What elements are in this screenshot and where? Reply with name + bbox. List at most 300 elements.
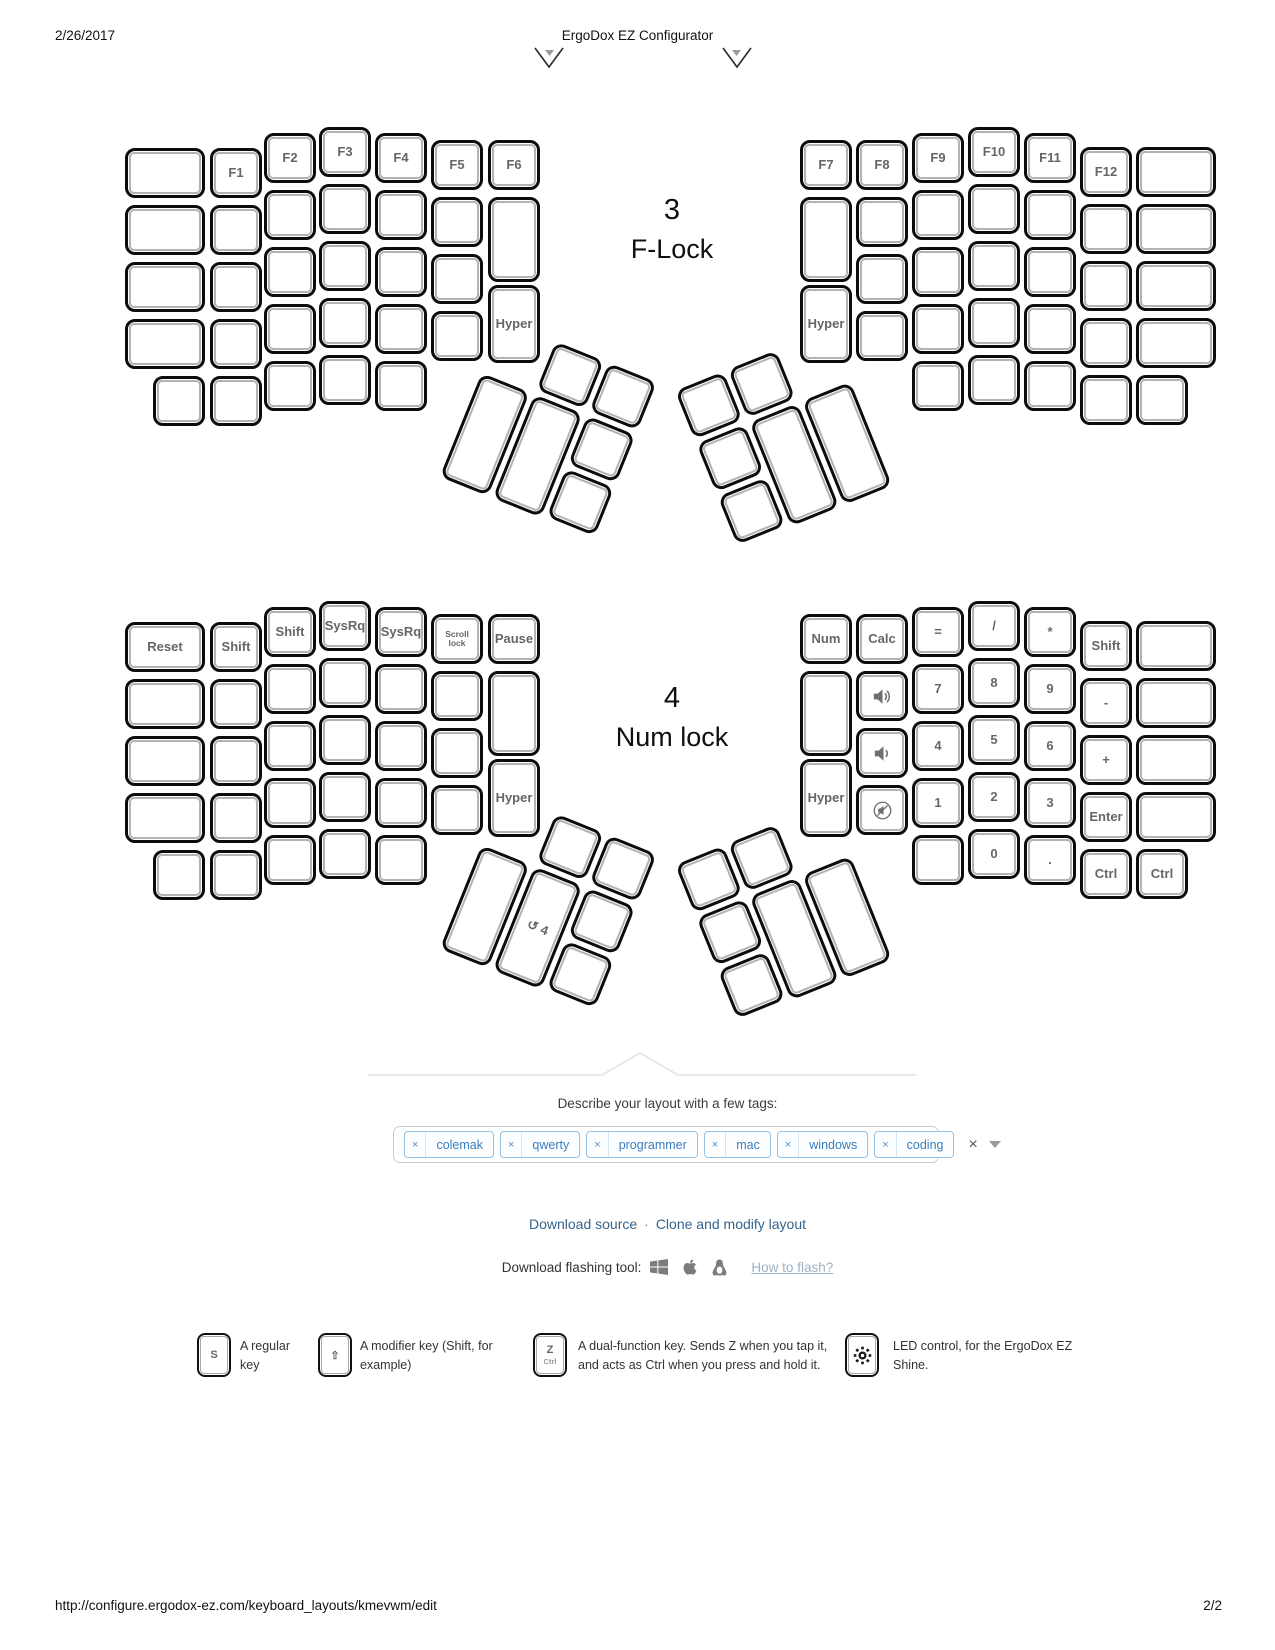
key-blank[interactable] [912, 304, 964, 354]
key-blank[interactable] [264, 190, 316, 240]
key-blank[interactable] [856, 197, 908, 247]
keycap [129, 266, 201, 308]
keycap [379, 308, 423, 350]
keycap [323, 662, 367, 704]
layout-links [60, 1216, 1275, 1232]
key-blank[interactable] [319, 658, 371, 708]
keycap [214, 266, 258, 308]
how-to-flash-link[interactable]: How to flash? [751, 1260, 834, 1276]
key-blank[interactable] [968, 298, 1020, 348]
key-blank[interactable] [125, 736, 205, 786]
clone-layout-link[interactable]: Clone and modify layout [655, 1216, 807, 1232]
key-blank[interactable] [968, 241, 1020, 291]
left-thumb-cluster [417, 320, 661, 597]
keycap [1140, 151, 1212, 193]
key-f6[interactable] [488, 140, 540, 190]
keycap [1140, 379, 1184, 421]
tag-chip-coding[interactable] [874, 1131, 954, 1158]
keycap [268, 365, 312, 407]
keycap [1084, 379, 1128, 421]
tag-label: mac [736, 1137, 760, 1152]
keycap [1028, 365, 1072, 407]
key-blank[interactable] [968, 184, 1020, 234]
keycap [214, 683, 258, 725]
key-blank[interactable] [319, 298, 371, 348]
key-[interactable] [1080, 735, 1132, 785]
keycap: Num [804, 618, 848, 660]
keycap [916, 308, 960, 350]
keycap: - [1084, 682, 1128, 724]
keycap: SysRq [323, 605, 367, 647]
download-source-link[interactable]: Download source [528, 1216, 638, 1232]
key-sysrq[interactable] [375, 607, 427, 657]
key-blank[interactable] [210, 205, 262, 255]
key-shift[interactable] [1080, 621, 1132, 671]
key-blank[interactable] [153, 850, 205, 900]
layer-number: 3 [663, 194, 681, 226]
tag-label: windows [809, 1137, 858, 1152]
key-shift[interactable] [210, 622, 262, 672]
keycap [916, 194, 960, 236]
key-blank[interactable] [319, 241, 371, 291]
key-f12[interactable] [1080, 147, 1132, 197]
keycap [379, 365, 423, 407]
keycap [804, 675, 848, 752]
keycap [1140, 682, 1212, 724]
key-blank[interactable] [1024, 190, 1076, 240]
keycap: Hyper [492, 763, 536, 833]
key-1[interactable] [912, 778, 964, 828]
keycap [268, 725, 312, 767]
key-blank[interactable] [375, 664, 427, 714]
keycap: Hyper [804, 289, 848, 359]
key-blank[interactable] [319, 829, 371, 879]
keycap: F11 [1028, 137, 1072, 179]
keycap [702, 904, 759, 961]
key-blank[interactable] [375, 361, 427, 411]
keycap [129, 323, 201, 365]
keycap [268, 839, 312, 881]
key-f9[interactable] [912, 133, 964, 183]
keycap: = [916, 611, 960, 653]
legend-modifier-text: A modifier key (Shift, for example) [360, 1339, 493, 1372]
keycap: Shift [1084, 625, 1128, 667]
keycap: Reset [129, 626, 201, 668]
keycap: Shift [214, 626, 258, 668]
key-blank[interactable] [125, 319, 205, 369]
layer-name: Num lock [615, 722, 729, 752]
key-f10[interactable] [968, 127, 1020, 177]
tag-chip-programmer[interactable] [586, 1131, 698, 1158]
key-ctrl[interactable] [1080, 849, 1132, 899]
keycap [860, 675, 904, 717]
keycap [733, 355, 790, 412]
keycap [129, 683, 201, 725]
key-scroll-lock[interactable] [431, 614, 483, 664]
key-blank[interactable] [210, 850, 262, 900]
key-0[interactable] [968, 829, 1020, 879]
volume-down-icon [871, 742, 894, 765]
flash-tool-label: Download flashing tool: [501, 1260, 642, 1276]
key-f11[interactable] [1024, 133, 1076, 183]
keycap [129, 740, 201, 782]
key-blank[interactable] [1024, 247, 1076, 297]
key-blank[interactable] [912, 190, 964, 240]
key-f8[interactable] [856, 140, 908, 190]
remove-tag-icon[interactable]: × [875, 1132, 896, 1157]
legend-key-label: Z [546, 1344, 554, 1356]
keycap [1140, 625, 1212, 667]
key-blank[interactable] [856, 785, 908, 835]
keycap [1084, 208, 1128, 250]
key-blank[interactable] [210, 319, 262, 369]
keycap [860, 732, 904, 774]
right-thumb-cluster [675, 801, 919, 1078]
keycap [573, 893, 630, 950]
keycap [680, 851, 737, 908]
key-calc[interactable] [856, 614, 908, 664]
key-blank[interactable] [264, 304, 316, 354]
key-blank[interactable] [1080, 318, 1132, 368]
keycap [379, 839, 423, 881]
keycap [860, 258, 904, 300]
keycap [1140, 265, 1212, 307]
key-blank[interactable] [375, 721, 427, 771]
keycap [1028, 308, 1072, 350]
keycap: 5 [972, 719, 1016, 761]
key-blank[interactable] [431, 254, 483, 304]
keycap [733, 829, 790, 886]
key-f4[interactable] [375, 133, 427, 183]
tag-label: colemak [436, 1137, 483, 1152]
key-f7[interactable] [800, 140, 852, 190]
keycap: F6 [492, 144, 536, 186]
keycap [323, 359, 367, 401]
keycap: 1 [916, 782, 960, 824]
led-icon [852, 1345, 873, 1366]
volume-up-icon [871, 685, 894, 708]
keycap: Shift [268, 611, 312, 653]
key-f3[interactable] [319, 127, 371, 177]
keycap [379, 194, 423, 236]
key-blank[interactable] [375, 778, 427, 828]
remove-tag-icon[interactable]: × [587, 1132, 608, 1157]
keycap: F9 [916, 137, 960, 179]
keycap [214, 740, 258, 782]
keycap [157, 380, 201, 422]
keycap: Hyper [804, 763, 848, 833]
key-blank[interactable] [264, 664, 316, 714]
keycap [214, 797, 258, 839]
keycap: F4 [379, 137, 423, 179]
keycap [972, 245, 1016, 287]
key-blank[interactable] [431, 311, 483, 361]
keycap [723, 482, 780, 539]
key-[interactable] [1024, 607, 1076, 657]
right-thumb-cluster [675, 327, 919, 604]
keycap [916, 251, 960, 293]
key-blank[interactable] [912, 835, 964, 885]
key-blank[interactable] [431, 785, 483, 835]
legend-key-sublabel: Ctrl [543, 1357, 557, 1366]
key-blank[interactable] [800, 197, 852, 282]
keycap: / [972, 605, 1016, 647]
key-blank[interactable] [319, 772, 371, 822]
key-blank[interactable] [1136, 678, 1216, 728]
keycap [1084, 265, 1128, 307]
key-blank[interactable] [375, 247, 427, 297]
key-7[interactable] [912, 664, 964, 714]
keycap [723, 956, 780, 1013]
key-blank[interactable] [125, 793, 205, 843]
layer-name: F-Lock [630, 234, 714, 264]
footer-url: http://configure.ergodox-ez.com/keyboard_layouts/kmevwm/edit [55, 1598, 437, 1613]
keycap [157, 854, 201, 896]
layer-number: 4 [663, 682, 681, 714]
keycap [435, 258, 479, 300]
caret-down-icon[interactable] [989, 1141, 1001, 1148]
key-blank[interactable] [264, 721, 316, 771]
legend-modifier-key [318, 1333, 352, 1377]
linux-icon[interactable] [712, 1259, 727, 1279]
layer-4-label [557, 682, 787, 753]
key-blank[interactable] [1136, 735, 1216, 785]
keycap: ↺ 4 [498, 871, 578, 984]
keycap [492, 201, 536, 278]
keycap: Enter [1084, 796, 1128, 838]
keycap [379, 251, 423, 293]
key-blank[interactable] [1136, 204, 1216, 254]
clear-tags-button[interactable]: × [968, 1135, 978, 1153]
link-separator: · [644, 1216, 649, 1232]
key-blank[interactable] [431, 197, 483, 247]
key-5[interactable] [968, 715, 1020, 765]
keycap: SysRq [379, 611, 423, 653]
key-blank[interactable] [1024, 304, 1076, 354]
keycap [594, 368, 651, 425]
keycap [129, 152, 201, 194]
key-blank[interactable] [125, 679, 205, 729]
keycap [268, 251, 312, 293]
legend-regular-key [197, 1333, 231, 1377]
legend-regular-text: A regular key [240, 1339, 291, 1372]
legend-key-label: S [210, 1349, 218, 1361]
key-blank[interactable] [264, 835, 316, 885]
key-sysrq[interactable] [319, 601, 371, 651]
apple-icon[interactable] [682, 1258, 698, 1279]
keycap [916, 365, 960, 407]
keycap [435, 789, 479, 831]
key-blank[interactable] [375, 835, 427, 885]
key-blank[interactable] [1136, 621, 1216, 671]
key-[interactable] [1024, 835, 1076, 885]
key-blank[interactable] [153, 376, 205, 426]
key-blank[interactable] [125, 205, 205, 255]
footer-page-number: 2/2 [1203, 1598, 1222, 1613]
keycap [323, 719, 367, 761]
tag-label: programmer [618, 1137, 687, 1152]
key-ctrl[interactable] [1136, 849, 1188, 899]
key-blank[interactable] [968, 355, 1020, 405]
key-enter[interactable] [1080, 792, 1132, 842]
keycap [542, 819, 599, 876]
key-8[interactable] [968, 658, 1020, 708]
key-3[interactable] [1024, 778, 1076, 828]
key-blank[interactable] [431, 728, 483, 778]
remove-tag-icon[interactable]: × [778, 1132, 799, 1157]
keycap [702, 430, 759, 487]
key-blank[interactable] [319, 715, 371, 765]
keycap [860, 201, 904, 243]
key-pause[interactable] [488, 614, 540, 664]
keycap: 0 [972, 833, 1016, 875]
windows-icon[interactable] [650, 1259, 668, 1278]
keycap [323, 776, 367, 818]
layer-3-label [557, 194, 787, 265]
legend-dual-function-text: A dual-function key. Sends Z when you tap it, and acts as Ctrl when you press and hold it. [578, 1339, 828, 1372]
key-blank[interactable] [912, 361, 964, 411]
keycap: F2 [268, 137, 312, 179]
keycap [594, 840, 651, 897]
key-blank[interactable] [1136, 375, 1188, 425]
key-blank[interactable] [264, 778, 316, 828]
tag-chip-colemak[interactable] [404, 1131, 494, 1158]
key-blank[interactable] [210, 262, 262, 312]
keycap: Ctrl [1140, 853, 1184, 895]
keycap: 6 [1028, 725, 1072, 767]
key-blank[interactable] [856, 311, 908, 361]
tag-label: qwerty [532, 1137, 570, 1152]
key-blank[interactable] [375, 304, 427, 354]
key-6[interactable] [1024, 721, 1076, 771]
keycap [268, 668, 312, 710]
keycap [680, 377, 737, 434]
keycap [268, 782, 312, 824]
keycap [323, 188, 367, 230]
remove-tag-icon[interactable]: × [405, 1132, 426, 1157]
key-blank[interactable] [210, 376, 262, 426]
key-2[interactable] [968, 772, 1020, 822]
key-shift[interactable] [264, 607, 316, 657]
key-blank[interactable] [431, 671, 483, 721]
keycap [1028, 194, 1072, 236]
key-blank[interactable] [856, 728, 908, 778]
section-divider [0, 1048, 1275, 1078]
key-blank[interactable] [125, 148, 205, 198]
key-blank[interactable] [125, 262, 205, 312]
key-[interactable] [968, 601, 1020, 651]
key-4[interactable] [912, 721, 964, 771]
key-blank[interactable] [856, 671, 908, 721]
keycap [129, 797, 201, 839]
keycap: 2 [972, 776, 1016, 818]
key-blank[interactable] [264, 361, 316, 411]
keycap [492, 675, 536, 752]
keycap: 7 [916, 668, 960, 710]
tag-chip-windows[interactable] [777, 1131, 868, 1158]
key-num[interactable] [800, 614, 852, 664]
keycap [268, 308, 312, 350]
key-blank[interactable] [912, 247, 964, 297]
legend-dual-function-key [533, 1333, 567, 1377]
key-blank[interactable] [1136, 318, 1216, 368]
key-blank[interactable] [210, 736, 262, 786]
key-blank[interactable] [488, 671, 540, 756]
key-blank[interactable] [264, 247, 316, 297]
keycap [379, 668, 423, 710]
key-blank[interactable] [1080, 261, 1132, 311]
key-9[interactable] [1024, 664, 1076, 714]
tag-chip-mac[interactable] [704, 1131, 771, 1158]
key-blank[interactable] [1024, 361, 1076, 411]
key-blank[interactable] [800, 671, 852, 756]
keycap: + [1084, 739, 1128, 781]
keycap [379, 782, 423, 824]
keycap: F8 [860, 144, 904, 186]
keycap: Pause [492, 618, 536, 660]
keycap [214, 854, 258, 896]
keycap [435, 201, 479, 243]
key-f5[interactable] [431, 140, 483, 190]
legend-led-text: LED control, for the ErgoDox EZ Shine. [893, 1339, 1073, 1372]
header-date: 2/26/2017 [55, 28, 116, 43]
key-blank[interactable] [488, 197, 540, 282]
key-blank[interactable] [319, 355, 371, 405]
chevron-down-icon[interactable] [721, 46, 753, 70]
key-f1[interactable] [210, 148, 262, 198]
keycap: F10 [972, 131, 1016, 173]
keycap [972, 188, 1016, 230]
key-blank[interactable] [1136, 261, 1216, 311]
key-[interactable] [912, 607, 964, 657]
key-blank[interactable] [210, 679, 262, 729]
key-f2[interactable] [264, 133, 316, 183]
keycap [916, 839, 960, 881]
tag-chip-list [404, 1131, 954, 1158]
keycap: . [1028, 839, 1072, 881]
keycap [552, 946, 609, 1003]
chevron-down-icon[interactable] [533, 46, 565, 70]
keycap [435, 675, 479, 717]
tags-prompt: Describe your layout with a few tags: [557, 1096, 778, 1111]
tags-container[interactable] [393, 1126, 978, 1163]
key-blank[interactable] [210, 793, 262, 843]
remove-tag-icon[interactable]: × [705, 1132, 726, 1157]
remove-tag-icon[interactable]: × [501, 1132, 522, 1157]
keycap: Hyper [492, 289, 536, 359]
keycap [1028, 251, 1072, 293]
keycap [268, 194, 312, 236]
key-blank[interactable] [319, 184, 371, 234]
key-blank[interactable] [856, 254, 908, 304]
key-blank[interactable] [1136, 147, 1216, 197]
legend-led-key [845, 1333, 879, 1377]
keycap: F1 [214, 152, 258, 194]
keycap [214, 323, 258, 365]
keycap [214, 209, 258, 251]
key-blank[interactable] [375, 190, 427, 240]
key-blank[interactable] [1080, 375, 1132, 425]
keycap: 8 [972, 662, 1016, 704]
flash-tool-row [60, 1258, 1275, 1279]
key-blank[interactable] [1080, 204, 1132, 254]
keycap [435, 732, 479, 774]
tag-chip-qwerty[interactable] [500, 1131, 580, 1158]
keycap [214, 380, 258, 422]
key-reset[interactable] [125, 622, 205, 672]
key-[interactable] [1080, 678, 1132, 728]
key-blank[interactable] [1136, 792, 1216, 842]
